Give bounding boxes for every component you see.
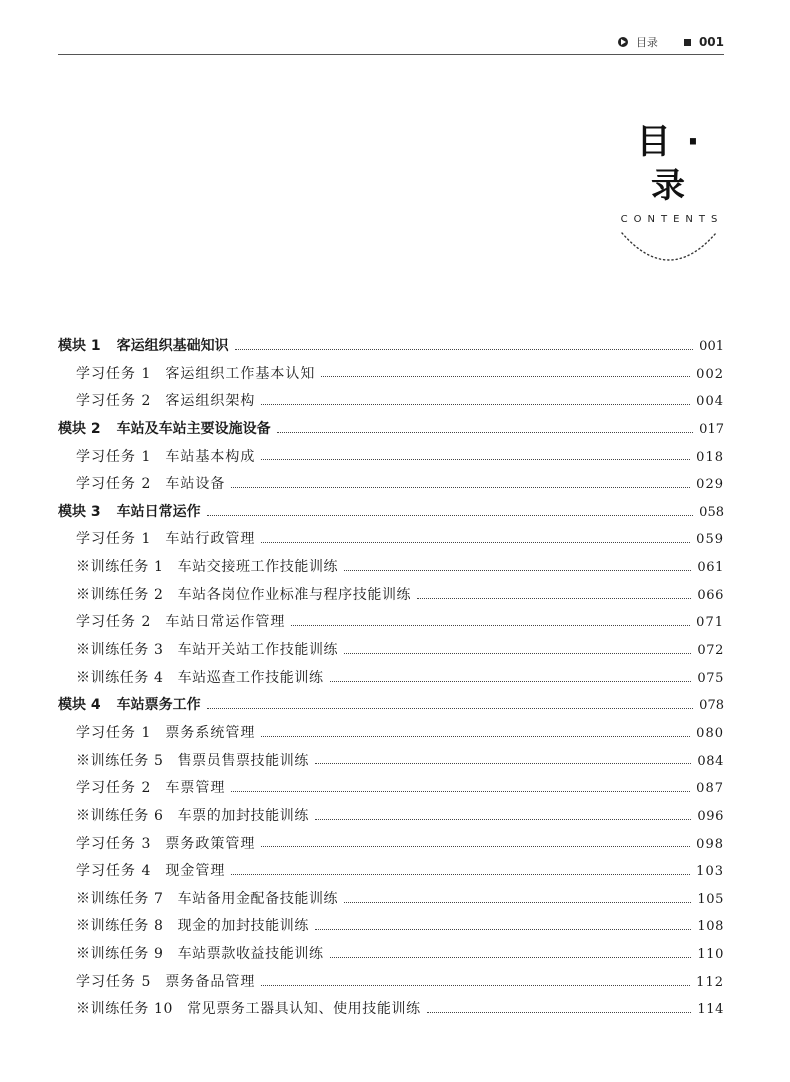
toc-entry-title: 车站开关站工作技能训练 <box>177 642 339 659</box>
toc-dot-leader <box>207 707 694 709</box>
toc-entry-title: 售票员售票技能训练 <box>177 752 309 769</box>
toc-task-entry[interactable] <box>58 471 724 499</box>
toc-task-entry[interactable] <box>58 609 724 637</box>
toc-page-number: 078 <box>699 698 724 714</box>
toc-page-number: 066 <box>697 587 724 603</box>
toc-training-entry[interactable] <box>58 748 724 776</box>
toc-page-number: 105 <box>697 891 724 907</box>
toc-entry-prefix: ※训练任务 6 <box>76 807 164 824</box>
toc-dot-leader <box>315 818 691 820</box>
toc-entry-title: 客运组织架构 <box>165 393 256 410</box>
toc-dot-leader <box>261 403 690 405</box>
toc-entry-title: 客运组织工作基本认知 <box>165 365 316 382</box>
toc-entry-title: 票务系统管理 <box>165 724 256 741</box>
toc-module-entry[interactable] <box>58 692 724 720</box>
toc-entry-prefix: ※训练任务 8 <box>76 918 164 935</box>
toc-entry-prefix: 学习任务 2 <box>76 780 152 797</box>
toc-module-entry[interactable] <box>58 333 724 361</box>
toc-training-entry[interactable] <box>58 941 724 969</box>
toc-training-entry[interactable] <box>58 913 724 941</box>
toc-page-number: 087 <box>696 781 724 797</box>
toc-module-entry[interactable] <box>58 499 724 527</box>
toc-page-number: 061 <box>697 560 724 576</box>
toc-page-number: 096 <box>697 808 724 824</box>
toc-entry-title: 现金的加封技能训练 <box>177 918 309 935</box>
toc-dot-leader <box>315 762 691 764</box>
toc-dot-leader <box>417 597 691 599</box>
toc-training-entry[interactable] <box>58 803 724 831</box>
toc-entry-title: 车站日常运作 <box>116 503 201 520</box>
toc-task-entry[interactable] <box>58 720 724 748</box>
toc-task-entry[interactable] <box>58 361 724 389</box>
toc-module-entry[interactable] <box>58 416 724 444</box>
toc-entry-title: 车站交接班工作技能训练 <box>177 559 339 576</box>
toc-dot-leader <box>261 541 690 543</box>
toc-entry-title: 车站基本构成 <box>165 448 256 465</box>
toc-page-number: 002 <box>696 366 724 382</box>
toc-entry-prefix: ※训练任务 10 <box>76 1001 174 1018</box>
toc-dot-leader <box>330 680 692 682</box>
toc-dot-leader <box>277 431 694 433</box>
toc-entry-prefix: 模块 2 <box>58 420 101 437</box>
toc-entry-prefix: 模块 3 <box>58 503 101 520</box>
toc-page-number: 004 <box>696 394 724 410</box>
toc-page-number: 072 <box>697 643 724 659</box>
toc-entry-title: 车站票务工作 <box>116 697 201 714</box>
toc-training-entry[interactable] <box>58 554 724 582</box>
toc-entry-title: 车票管理 <box>165 780 226 797</box>
toc-page-number: 098 <box>696 836 724 852</box>
header-section-label: 目录 <box>635 36 658 49</box>
toc-entry-prefix: ※训练任务 3 <box>76 642 164 659</box>
toc-training-entry[interactable] <box>58 665 724 693</box>
toc-entry-prefix: ※训练任务 5 <box>76 752 164 769</box>
toc-entry-prefix: ※训练任务 2 <box>76 586 164 603</box>
toc-page-number: 001 <box>699 339 724 354</box>
toc-entry-prefix: ※训练任务 7 <box>76 890 164 907</box>
toc-page-number: 084 <box>697 753 724 769</box>
toc-entry-prefix: 学习任务 2 <box>76 476 152 493</box>
toc-dot-leader <box>344 569 691 571</box>
toc-entry-title: 车站行政管理 <box>165 531 256 548</box>
toc-page-number: 114 <box>697 1002 724 1018</box>
toc-entry-prefix: 学习任务 2 <box>76 393 152 410</box>
toc-entry-prefix: 模块 4 <box>58 697 101 714</box>
toc-entry-title: 常见票务工器具认知、使用技能训练 <box>187 1001 421 1018</box>
toc-entry-title: 车站各岗位作业标准与程序技能训练 <box>177 586 412 603</box>
toc-dot-leader <box>321 375 690 377</box>
toc-entry-prefix: 学习任务 1 <box>76 365 152 382</box>
toc-task-entry[interactable] <box>58 444 724 472</box>
toc-training-entry[interactable] <box>58 996 724 1024</box>
toc-entry-title: 车站日常运作管理 <box>165 614 286 631</box>
toc-dot-leader <box>427 1011 692 1013</box>
toc-entry-prefix: ※训练任务 9 <box>76 946 164 963</box>
toc-page-number: 058 <box>699 504 724 520</box>
toc-page-number: 018 <box>696 449 724 465</box>
dotted-arc-decoration <box>614 229 724 263</box>
toc-dot-leader <box>261 984 690 986</box>
toc-page-number: 059 <box>696 532 724 548</box>
toc-page-number: 071 <box>696 615 724 631</box>
toc-dot-leader <box>261 735 690 737</box>
toc-page-number: 029 <box>696 477 724 493</box>
toc-task-entry[interactable] <box>58 969 724 997</box>
play-circle-icon <box>618 37 628 47</box>
toc-entry-prefix: 学习任务 2 <box>76 614 152 631</box>
toc-page-number: 017 <box>699 421 724 437</box>
toc-task-entry[interactable] <box>58 858 724 886</box>
toc-training-entry[interactable] <box>58 886 724 914</box>
toc-dot-leader <box>235 348 694 350</box>
toc-entry-title: 车票的加封技能训练 <box>177 807 309 824</box>
toc-entry-title: 客运组织基础知识 <box>116 338 229 354</box>
toc-entry-title: 现金管理 <box>165 863 226 880</box>
toc-dot-leader <box>261 845 690 847</box>
toc-entry-title: 车站票款收益技能训练 <box>177 946 324 963</box>
toc-page-number: 108 <box>697 919 724 935</box>
toc-dot-leader <box>231 873 690 875</box>
toc-task-entry[interactable] <box>58 775 724 803</box>
toc-entry-prefix: 模块 1 <box>58 338 101 354</box>
page-subtitle: CONTENTS <box>620 214 724 225</box>
toc-entry-prefix: 学习任务 1 <box>76 448 152 465</box>
toc-page-number: 112 <box>696 974 724 990</box>
page-title: 目 · 录 <box>636 122 702 206</box>
toc-task-entry[interactable] <box>58 526 724 554</box>
toc-entry-title: 票务政策管理 <box>165 835 256 852</box>
toc-entry-title: 票务备品管理 <box>165 973 256 990</box>
toc-entry-prefix: 学习任务 1 <box>76 724 152 741</box>
toc-entry-title: 车站巡查工作技能训练 <box>177 669 324 686</box>
toc-page-number: 110 <box>697 947 724 963</box>
toc-entry-prefix: ※训练任务 1 <box>76 559 164 576</box>
toc-entry-prefix: 学习任务 5 <box>76 973 152 990</box>
toc-entry-title: 车站备用金配备技能训练 <box>177 890 339 907</box>
toc-dot-leader <box>291 624 690 626</box>
toc-entry-title: 车站及车站主要设施设备 <box>116 420 271 437</box>
toc-dot-leader <box>231 790 690 792</box>
toc-entry-prefix: 学习任务 3 <box>76 835 152 852</box>
toc-page-number: 075 <box>697 670 724 686</box>
running-header <box>58 30 724 55</box>
header-page-number: 001 <box>698 35 724 49</box>
toc-dot-leader <box>315 928 691 930</box>
toc-task-entry[interactable] <box>58 831 724 859</box>
square-bullet-icon <box>684 39 691 46</box>
toc-page-number: 080 <box>696 725 724 741</box>
toc-entry-prefix: ※训练任务 4 <box>76 669 164 686</box>
toc-entry-prefix: 学习任务 1 <box>76 531 152 548</box>
toc-dot-leader <box>231 486 690 488</box>
toc-dot-leader <box>344 901 691 903</box>
contents-title-block <box>614 120 724 267</box>
toc-dot-leader <box>344 652 691 654</box>
toc-dot-leader <box>330 956 692 958</box>
toc-task-entry[interactable] <box>58 388 724 416</box>
toc-page-number: 103 <box>696 864 724 880</box>
table-of-contents <box>58 333 724 1024</box>
toc-training-entry[interactable] <box>58 582 724 610</box>
toc-training-entry[interactable] <box>58 637 724 665</box>
toc-dot-leader <box>261 458 690 460</box>
toc-dot-leader <box>207 514 694 516</box>
toc-entry-prefix: 学习任务 4 <box>76 863 152 880</box>
toc-entry-title: 车站设备 <box>165 476 226 493</box>
